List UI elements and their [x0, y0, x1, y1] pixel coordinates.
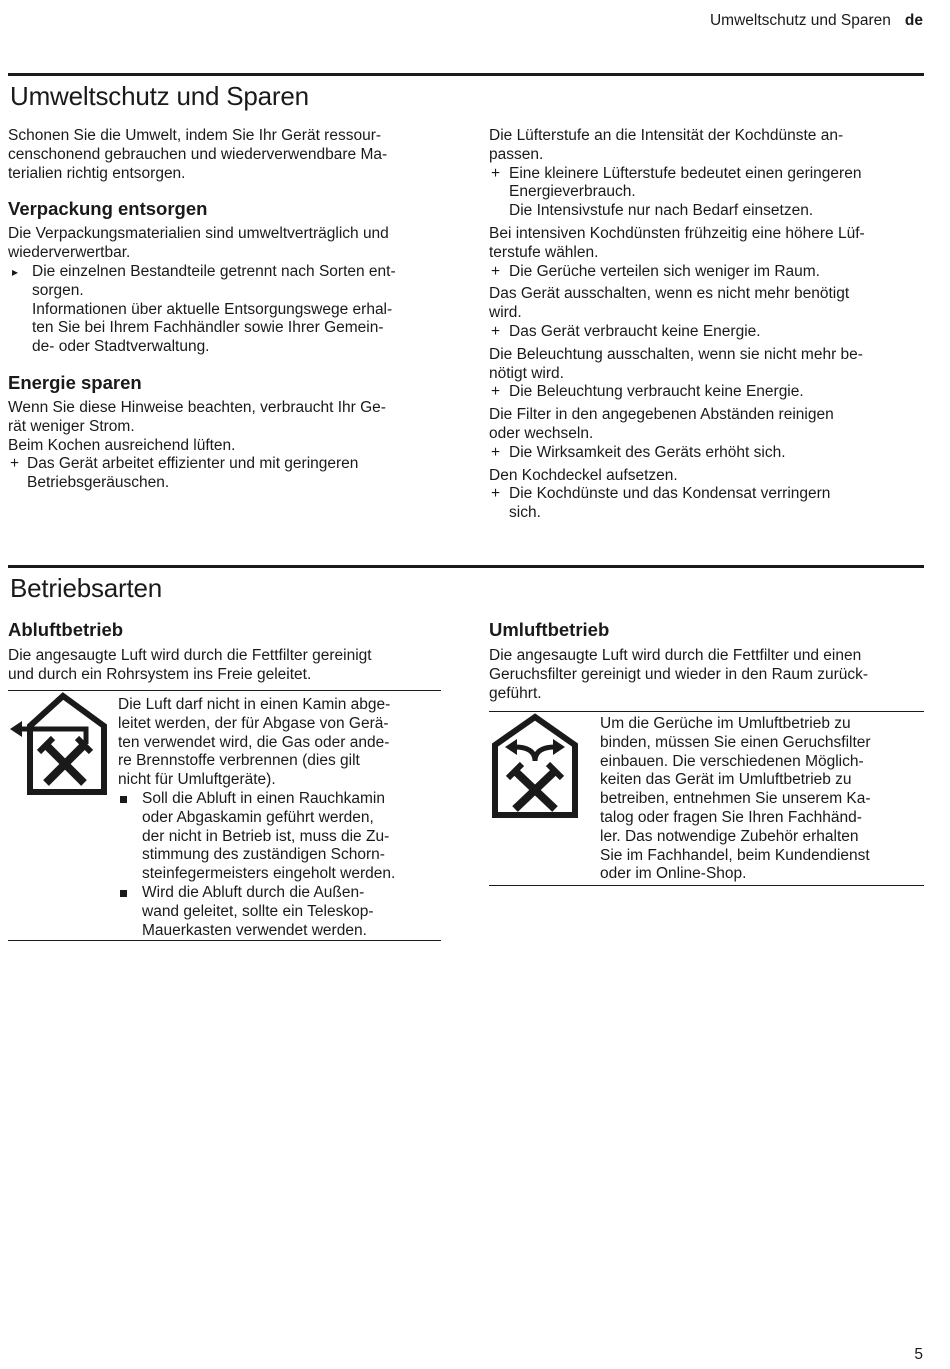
text-line: Um die Gerüche im Umluftbetrieb zu	[600, 715, 851, 732]
abluft-column	[8, 619, 441, 685]
text-line: nicht für Umluftgeräte).	[118, 771, 276, 789]
text-line: ler. Das notwendige Zubehör erhalten	[600, 827, 859, 845]
abluft-exhaust-icon	[8, 692, 110, 798]
heading-energie: Energie sparen	[8, 371, 142, 393]
text-line: Informationen über aktuelle Entsorgungswege erhal-	[32, 300, 393, 318]
text-line: Die Luft darf nicht in einen Kamin abge-	[118, 696, 391, 713]
text-line: Wird die Abluft durch die Außen-	[142, 883, 365, 901]
heading-abluftbetrieb: Abluftbetrieb	[8, 619, 124, 640]
text-line: Schonen Sie die Umwelt, indem Sie Ihr Gerät ressour-	[8, 127, 382, 144]
text-line: Beim Kochen ausreichend lüften.	[8, 436, 236, 454]
heading-umluftbetrieb: Umluftbetrieb	[489, 619, 610, 640]
tip-paragraph	[489, 346, 929, 384]
result-item	[489, 383, 929, 402]
running-head-title: Umweltschutz und Sparen	[709, 12, 891, 29]
text-line: Das Gerät arbeitet effizienter und mit geringeren	[27, 455, 359, 473]
text-line: Die einzelnen Bestandteile getrennt nach Sorten ent-	[32, 262, 396, 280]
text-line: stimmung des zuständigen Schorn-	[142, 846, 385, 864]
text-line: Soll die Abluft in einen Rauchkamin	[142, 789, 385, 807]
plus-icon: +	[10, 455, 20, 473]
umluft-text	[489, 647, 924, 703]
text-line: leitet werden, der für Abgase von Gerä-	[118, 714, 389, 732]
page-number: 5	[914, 1346, 923, 1363]
verpackung-text	[8, 225, 448, 263]
text-line: oder im Online-Shop.	[600, 865, 747, 883]
section-title-umweltschutz: Umweltschutz und Sparen	[10, 81, 309, 111]
text-line: censchonend gebrauchen und wiederverwendbare Ma-	[8, 145, 388, 163]
text-line: terstufe wählen.	[489, 243, 599, 261]
list-item	[118, 790, 440, 884]
text-line: Die Verpackungsmaterialien sind umweltverträglich und	[8, 225, 389, 243]
text-line: Den Kochdeckel aufsetzen.	[489, 466, 678, 484]
verpackung-info	[8, 301, 448, 357]
text-line: Das Gerät ausschalten, wenn es nicht mehr benötigt	[489, 285, 850, 303]
abluft-text	[8, 647, 441, 685]
result-item	[489, 263, 929, 282]
plus-icon: +	[491, 485, 501, 503]
text-line: Die Gerüche verteilen sich weniger im Raum.	[509, 262, 820, 280]
text-line: geführt.	[489, 684, 542, 702]
left-column-umweltschutz	[8, 127, 448, 493]
text-line: oder wechseln.	[489, 424, 594, 442]
text-line: ten Sie bei Ihrem Fachhändler sowie Ihrer Gemein-	[32, 319, 384, 337]
text-line: Mauerkasten verwendet werden.	[142, 921, 367, 939]
plus-icon: +	[491, 443, 501, 461]
text-line: und durch ein Rohrsystem ins Freie geleitet.	[8, 665, 312, 683]
heading-verpackung: Verpackung entsorgen	[8, 198, 208, 220]
abluft-note	[118, 696, 440, 940]
text-line: Sie im Fachhandel, beim Kundendienst	[600, 846, 870, 864]
result-item	[489, 323, 929, 342]
tip-paragraph	[489, 467, 929, 486]
text-line: nötigt wird.	[489, 364, 564, 382]
text-line: Die Beleuchtung ausschalten, wenn sie nicht mehr be-	[489, 345, 863, 363]
umluft-recirculation-icon	[489, 713, 581, 821]
umluft-column	[489, 619, 924, 703]
intro-paragraph	[8, 127, 448, 183]
square-bullet-icon	[120, 796, 127, 803]
section-rule	[8, 565, 924, 568]
text-line: Wenn Sie diese Hinweise beachten, verbraucht Ihr Ge-	[8, 398, 386, 416]
result-item	[489, 485, 929, 523]
text-line: wand geleitet, sollte ein Teleskop-	[142, 902, 374, 920]
text-line: oder Abgaskamin geführt werden,	[142, 808, 374, 826]
text-line: re Brennstoffe verbrennen (dies gilt	[118, 752, 360, 770]
text-line: Die angesaugte Luft wird durch die Fettfilter und einen	[489, 647, 862, 664]
text-line: Die Kochdünste und das Kondensat verringern	[509, 485, 831, 503]
square-bullet-icon	[120, 890, 127, 897]
text-line: terialien richtig entsorgen.	[8, 164, 186, 182]
energie-text	[8, 399, 448, 455]
tip-paragraph	[489, 127, 929, 165]
section-rule	[8, 73, 924, 76]
umluft-note	[600, 715, 924, 884]
text-line: de- oder Stadtverwaltung.	[32, 338, 210, 356]
text-line: Das Gerät verbraucht keine Energie.	[509, 322, 761, 340]
text-line: Energieverbrauch.	[509, 183, 636, 201]
note-box-top-rule	[8, 690, 441, 691]
text-line: binden, müssen Sie einen Geruchsfilter	[600, 733, 871, 751]
language-code: de	[904, 12, 923, 29]
text-line: Die angesaugte Luft wird durch die Fettfilter gereinigt	[8, 647, 372, 664]
text-line: sorgen.	[32, 281, 84, 299]
tip-paragraph	[489, 285, 929, 323]
text-line: Eine kleinere Lüfterstufe bedeutet einen geringeren	[509, 164, 862, 182]
plus-icon: +	[491, 383, 501, 401]
result-item	[489, 444, 929, 463]
text-line: Betriebsgeräuschen.	[27, 474, 170, 492]
text-line: keiten das Gerät im Umluftbetrieb zu	[600, 771, 852, 789]
result-item	[8, 455, 448, 493]
text-line: Die Beleuchtung verbraucht keine Energie.	[509, 383, 804, 401]
note-box-top-rule	[489, 711, 924, 712]
right-column-umweltschutz	[489, 127, 929, 523]
text-line: ten verwendet wird, die Gas oder ande-	[118, 733, 390, 751]
step-item	[8, 263, 448, 301]
text-line: Geruchsfilter gereinigt und wieder in den Raum zurück-	[489, 665, 869, 683]
section-title-betriebsarten: Betriebsarten	[10, 573, 163, 603]
text-line: wiederverwertbar.	[8, 244, 131, 262]
running-head	[710, 12, 923, 30]
note-box-bottom-rule	[489, 885, 924, 886]
plus-icon: +	[491, 164, 501, 182]
text-line: Die Lüfterstufe an die Intensität der Kochdünste an-	[489, 127, 844, 144]
text-line: steinfegermeisters eingeholt werden.	[142, 865, 396, 883]
text-line: einbauen. Die verschiedenen Möglich-	[600, 752, 864, 770]
text-line: passen.	[489, 145, 544, 163]
text-line: Bei intensiven Kochdünsten frühzeitig eine höhere Lüf-	[489, 224, 865, 242]
result-item	[489, 165, 929, 221]
text-line: Die Filter in den angegebenen Abständen reinigen	[489, 406, 834, 424]
text-line: wird.	[489, 304, 522, 322]
text-line: sich.	[509, 504, 541, 522]
list-item	[118, 884, 440, 940]
text-line: Die Wirksamkeit des Geräts erhöht sich.	[509, 443, 786, 461]
text-line: der nicht in Betrieb ist, muss die Zu-	[142, 827, 390, 845]
text-line: talog oder fragen Sie Ihren Fachhänd-	[600, 808, 862, 826]
text-line: Die Intensivstufe nur nach Bedarf einsetzen.	[509, 202, 814, 220]
text-line: betreiben, entnehmen Sie unserem Ka-	[600, 790, 871, 808]
plus-icon: +	[491, 262, 501, 280]
note-box-bottom-rule	[8, 940, 441, 941]
tip-paragraph	[489, 225, 929, 263]
plus-icon: +	[491, 322, 501, 340]
triangle-bullet-icon: ▸	[12, 264, 19, 279]
tip-paragraph	[489, 406, 929, 444]
text-line: rät weniger Strom.	[8, 417, 135, 435]
